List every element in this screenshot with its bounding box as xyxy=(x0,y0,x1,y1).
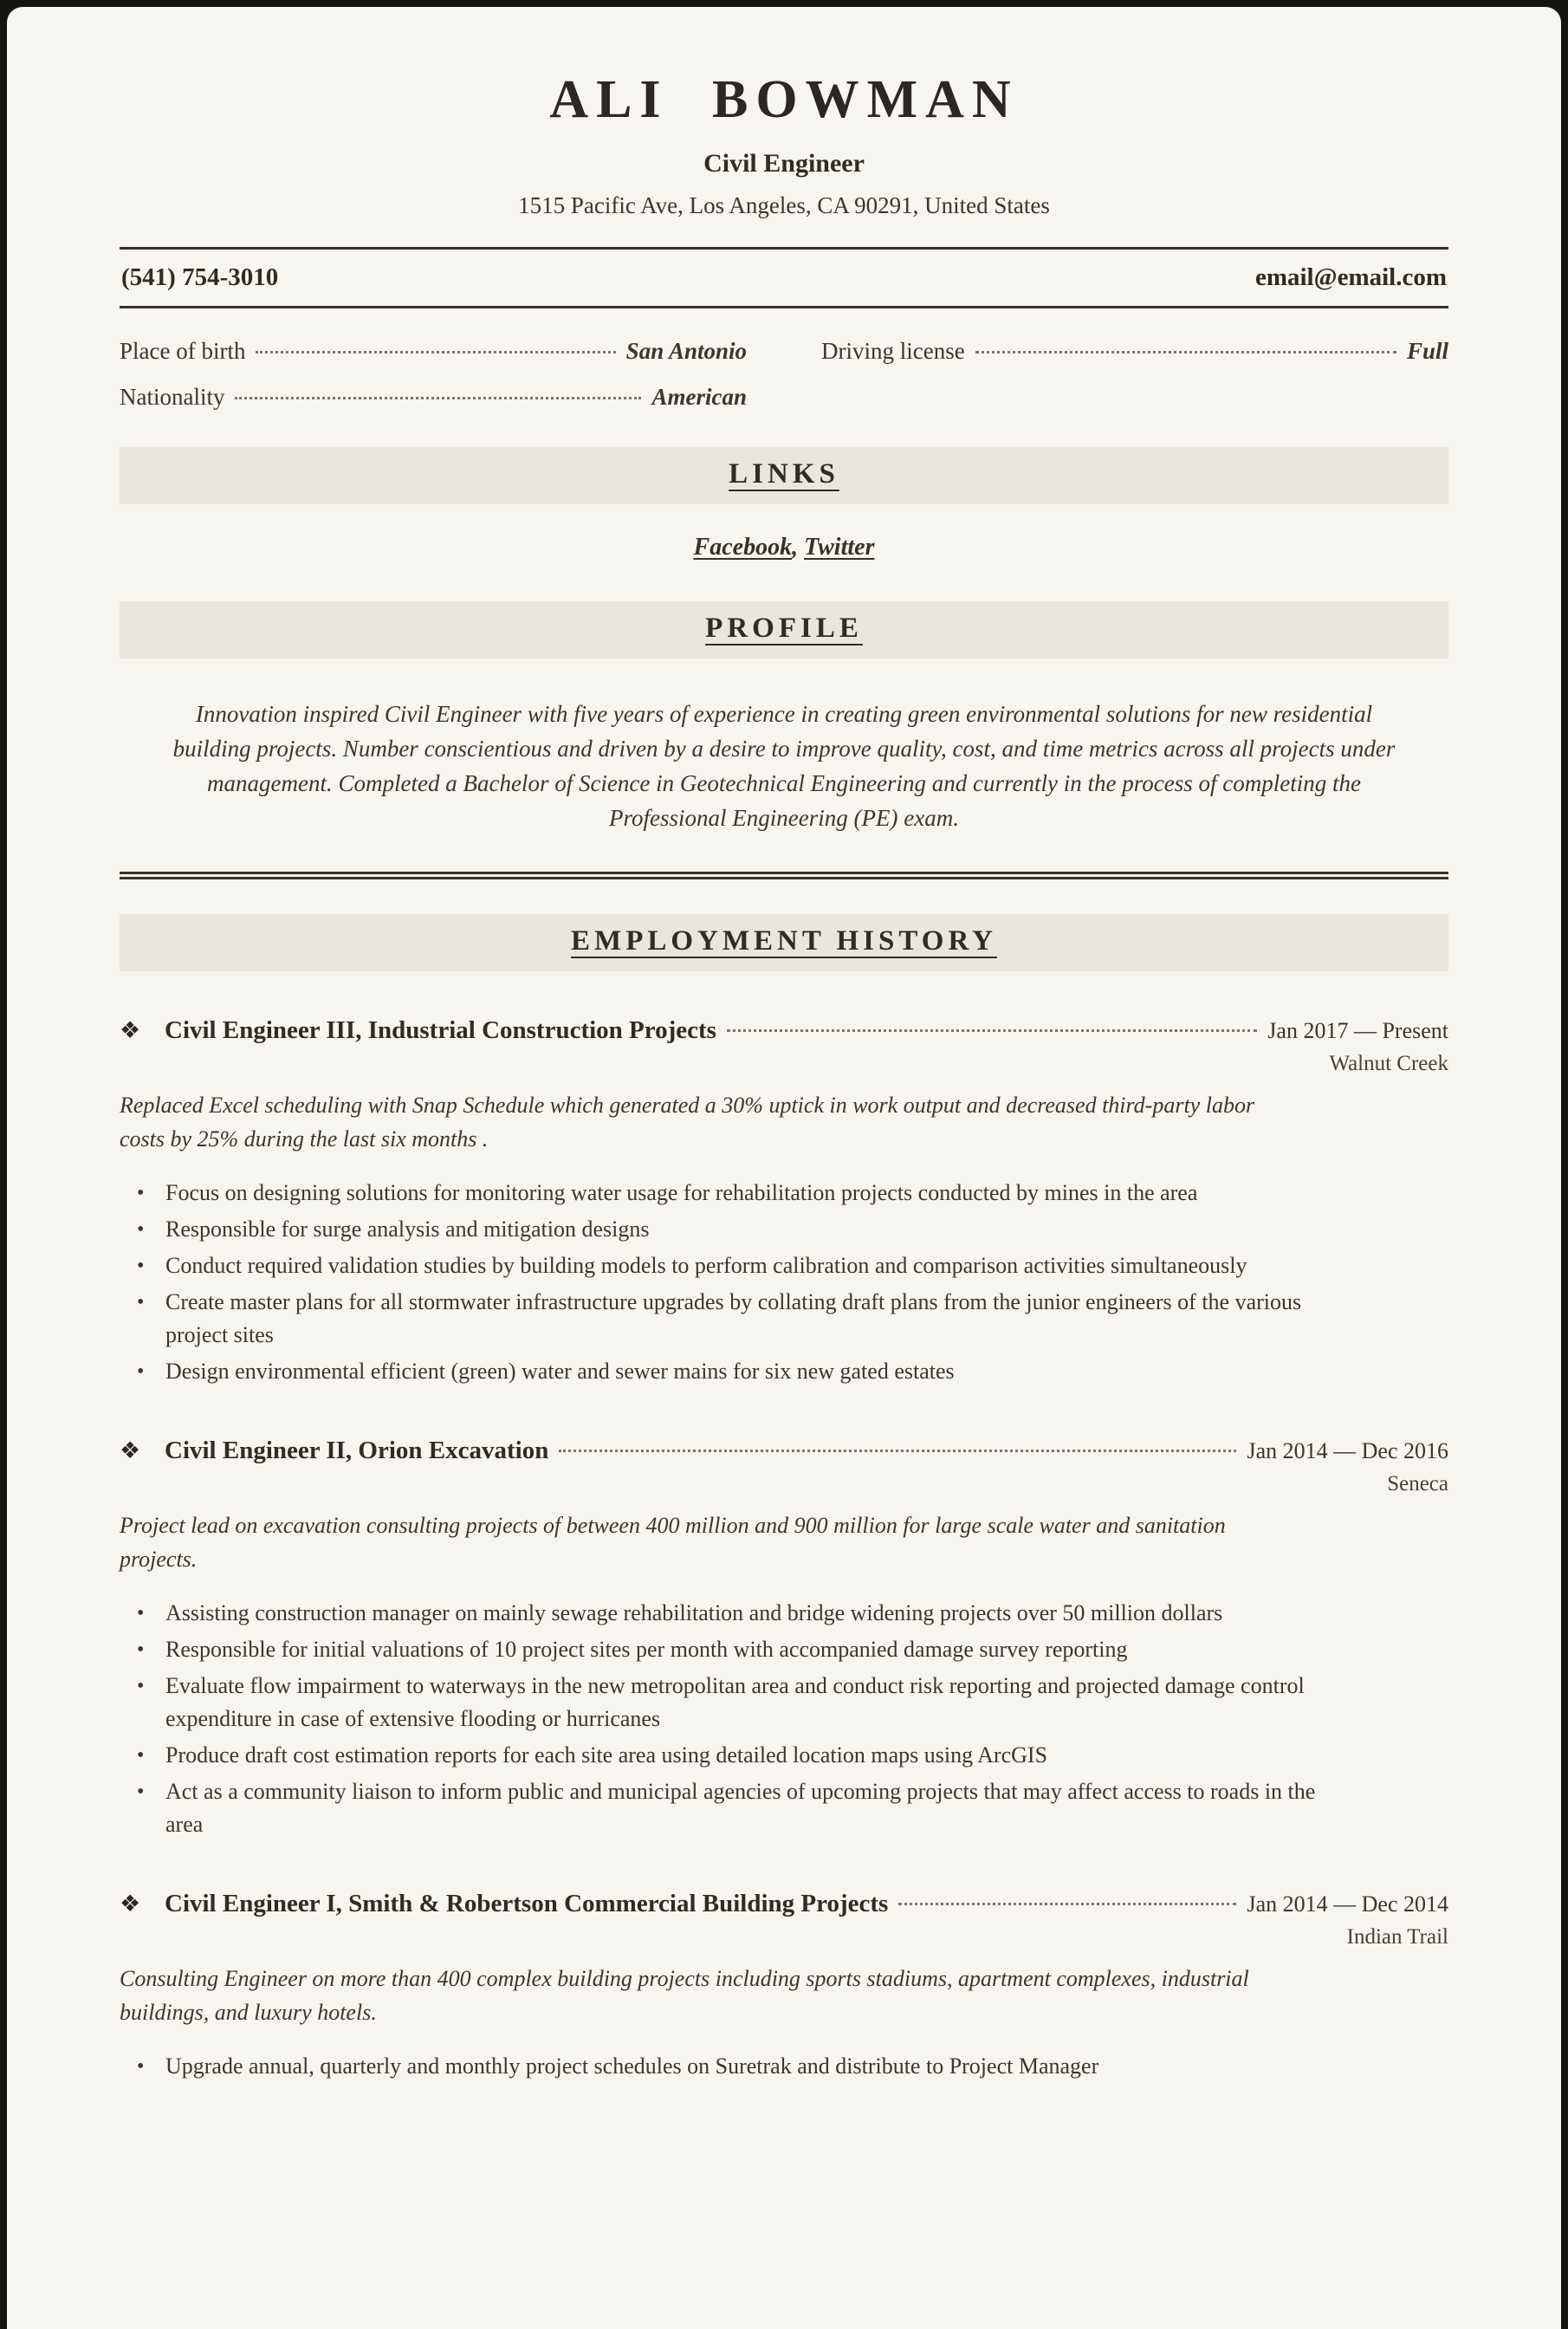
job-title: Civil Engineer I, Smith & Robertson Commercial Building Projects xyxy=(165,1890,889,1917)
job-entry xyxy=(120,1890,1448,2083)
candidate-address: 1515 Pacific Ave, Los Angeles, CA 90291, United States xyxy=(518,192,1050,218)
dotted-leader xyxy=(727,1029,1257,1032)
dotted-leader xyxy=(256,351,615,354)
job-header xyxy=(120,1016,1448,1045)
dotted-leader xyxy=(235,397,641,399)
links-list xyxy=(120,534,1448,561)
email-address: email@email.com xyxy=(1254,263,1447,291)
detail-value: San Antonio xyxy=(625,338,747,364)
dotted-leader xyxy=(559,1450,1236,1452)
job-dates: Jan 2017 — Present xyxy=(1267,1018,1448,1043)
detail-label: Driving license xyxy=(821,338,965,364)
profile-section-heading xyxy=(120,601,1448,658)
candidate-role: Civil Engineer xyxy=(703,149,865,178)
phone-number: (541) 754-3010 xyxy=(121,263,279,291)
bullet-item: • Create master plans for all stormwater infrastructure upgrades by collating draft plans from the junior engineers of the various project sites xyxy=(120,1286,1324,1352)
job-summary: Project lead on excavation consulting projects of between 400 million and 900 million for large scale water and sanitation projects. xyxy=(120,1513,1226,1572)
job-entry xyxy=(120,1016,1448,1388)
bullet-item: • Focus on designing solutions for monitoring water usage for rehabilitation projects conducted by mines in the area xyxy=(120,1177,1324,1210)
diamond-icon: ❖ xyxy=(120,1891,141,1917)
job-location: Seneca xyxy=(1387,1472,1448,1495)
job-summary: Consulting Engineer on more than 400 complex building projects including sports stadiums, apartment complexes, industrial buildings, and luxury hotels. xyxy=(120,1966,1249,2025)
bullet-item: • Conduct required validation studies by building models to perform calibration and comparison activities simultaneously xyxy=(120,1249,1324,1282)
profile-summary: Innovation inspired Civil Engineer with five years of experience in creating green environmental solutions for new residential building projects. Number conscientious and driven by a desire to improve quality, cost, and time metrics across all projects under management. Completed a Bachelor of Science in Geotechnical Engineering and currently in the process of completing the Professional Engineering (PE) exam. xyxy=(172,701,1396,831)
job-entry xyxy=(120,1437,1448,1841)
job-title: Civil Engineer II, Orion Excavation xyxy=(165,1437,549,1464)
personal-details xyxy=(120,338,1448,411)
detail-driving-license xyxy=(821,338,1448,365)
resume-page xyxy=(7,7,1561,2329)
bullet-item: • Upgrade annual, quarterly and monthly project schedules on Suretrak and distribute to Project Manager xyxy=(120,2050,1324,2083)
twitter-link[interactable]: Twitter xyxy=(804,534,875,561)
job-dates: Jan 2014 — Dec 2014 xyxy=(1247,1891,1448,1917)
bullet-item: • Design environmental efficient (green) water and sewer mains for six new gated estates xyxy=(120,1355,1324,1388)
diamond-icon: ❖ xyxy=(120,1017,141,1043)
job-location: Walnut Creek xyxy=(1329,1052,1448,1075)
bullet-item: • Assisting construction manager on mainly sewage rehabilitation and bridge widening projects over 50 million dollars xyxy=(120,1597,1324,1630)
candidate-name: ALI BOWMAN xyxy=(549,70,1019,129)
job-bullets xyxy=(120,1597,1448,1841)
job-bullets xyxy=(120,2050,1448,2083)
dotted-leader xyxy=(898,1903,1236,1905)
links-separator: , xyxy=(792,534,805,561)
detail-value: American xyxy=(651,384,747,410)
job-title: Civil Engineer III, Industrial Construction Projects xyxy=(165,1016,716,1044)
employment-heading-text: EMPLOYMENT HISTORY xyxy=(571,925,997,957)
profile-heading-text: PROFILE xyxy=(705,613,863,644)
job-header xyxy=(120,1437,1448,1465)
job-summary: Replaced Excel scheduling with Snap Schedule which generated a 30% uptick in work output and decreased third-party labor costs by 25% during the last six months . xyxy=(120,1093,1255,1152)
bullet-item: • Produce draft cost estimation reports for each site area using detailed location maps using ArcGIS xyxy=(120,1739,1324,1772)
contact-bar xyxy=(120,247,1448,308)
job-header xyxy=(120,1890,1448,1918)
detail-label: Place of birth xyxy=(120,338,246,364)
diamond-icon: ❖ xyxy=(120,1437,141,1463)
job-location: Indian Trail xyxy=(1346,1925,1448,1949)
double-divider xyxy=(120,872,1448,879)
employment-section-heading xyxy=(120,914,1448,971)
bullet-item: • Act as a community liaison to inform public and municipal agencies of upcoming projects that may affect access to roads in the area xyxy=(120,1775,1324,1841)
bullet-item: • Evaluate flow impairment to waterways in the new metropolitan area and conduct risk reporting and projected damage control expenditure in case of extensive flooding or hurricanes xyxy=(120,1670,1324,1735)
detail-label: Nationality xyxy=(120,384,225,410)
links-section-heading xyxy=(120,447,1448,504)
dotted-leader xyxy=(975,351,1396,354)
job-bullets xyxy=(120,1177,1448,1388)
bullet-item: • Responsible for initial valuations of 10 project sites per month with accompanied damage survey reporting xyxy=(120,1633,1324,1666)
facebook-link[interactable]: Facebook xyxy=(693,534,793,561)
employment-history xyxy=(120,1016,1448,2083)
detail-nationality xyxy=(120,384,747,411)
bullet-item: • Responsible for surge analysis and mitigation designs xyxy=(120,1213,1324,1246)
detail-place-of-birth xyxy=(120,338,747,365)
detail-value: Full xyxy=(1406,338,1448,364)
job-dates: Jan 2014 — Dec 2016 xyxy=(1247,1438,1448,1463)
links-heading-text: LINKS xyxy=(729,458,839,490)
